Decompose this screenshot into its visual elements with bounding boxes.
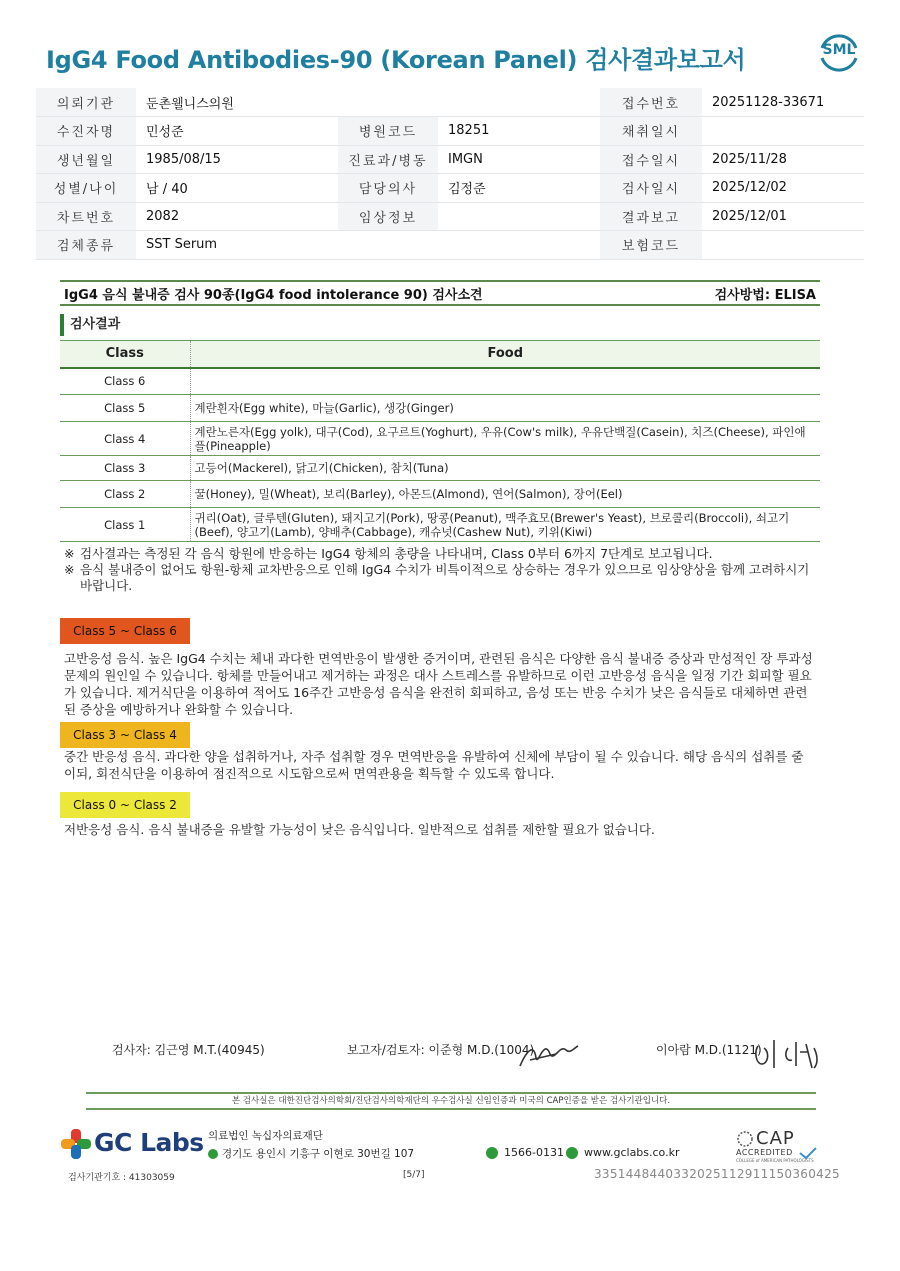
result-subheading: 검사결과 [60, 314, 820, 336]
food-cell [190, 368, 820, 395]
info-label: 임상정보 [338, 202, 438, 231]
result-heading-bar [60, 280, 820, 306]
info-label: 진료과/병동 [338, 145, 438, 174]
result-row [60, 395, 820, 422]
cap-accredited-logo [736, 1130, 816, 1170]
patient-info-table [36, 88, 864, 260]
info-label: 의뢰기관 [36, 88, 136, 117]
notes [64, 546, 824, 594]
home-icon [566, 1147, 578, 1159]
gc-labs-logo [60, 1126, 206, 1162]
info-value [438, 88, 600, 117]
info-value: IMGN [438, 145, 600, 174]
info-row [36, 202, 864, 231]
info-label: 성별/나이 [36, 174, 136, 203]
address-text: 경기도 용인시 기흥구 이현로 30번길 107 [222, 1148, 415, 1160]
phone-icon [486, 1147, 498, 1159]
info-value: 1985/08/15 [136, 145, 338, 174]
note-2-text: 음식 불내증이 없어도 항원-항체 교차반응으로 인해 IgG4 수치가 비특이적으로 상승하는 경우가 있으므로 임상양상을 함께 고려하시기 바랍니다. [80, 562, 810, 593]
phone [486, 1146, 564, 1159]
info-row [36, 145, 864, 174]
class-cell: Class 2 [60, 481, 190, 508]
note-mark: ※ [64, 546, 75, 561]
sml-logo-text: SML [822, 42, 856, 58]
info-row [36, 117, 864, 146]
info-label: 담당의사 [338, 174, 438, 203]
food-cell: 고등어(Mackerel), 닭고기(Chicken), 참치(Tuna) [190, 456, 820, 481]
result-row [60, 422, 820, 456]
tester-name: 검사자: 김근영 M.T.(40945) [112, 1043, 265, 1057]
class-cell: Class 1 [60, 508, 190, 542]
institution-code: 검사기관기호 : 41303059 [68, 1173, 175, 1183]
reporter-signature-icon [516, 1032, 582, 1072]
website-url: www.gclabs.co.kr [584, 1146, 680, 1159]
info-value [438, 231, 600, 260]
info-value: 민성준 [136, 117, 338, 146]
location-pin-icon [208, 1149, 218, 1159]
info-row [36, 174, 864, 203]
food-cell: 꿀(Honey), 밀(Wheat), 보리(Barley), 아몬드(Almond), 연어(Salmon), 장어(Eel) [190, 481, 820, 508]
info-label: 보험코드 [600, 231, 702, 260]
info-label [338, 231, 438, 260]
class-cell: Class 5 [60, 395, 190, 422]
info-value: 김정준 [438, 174, 600, 203]
certification-notice: 본 검사실은 대한진단검사의학회/진단검사의학재단의 우수검사실 신임인증과 미국의 CAP인증을 받은 검사기관입니다. [86, 1092, 816, 1110]
info-label: 차트번호 [36, 202, 136, 231]
gc-cross-icon [60, 1128, 92, 1160]
food-cell: 귀리(Oat), 글루텐(Gluten), 돼지고기(Pork), 땅콩(Peanut), 맥주효모(Brewer's Yeast), 브로콜리(Broccoli), 쇠고기(Beef), 양고기(Lamb), 양배추(Cabbage), 캐슈넛(Cashew Nut), 키위(Kiwi) [190, 508, 820, 542]
result-table [60, 340, 820, 542]
result-row [60, 481, 820, 508]
note-1 [64, 546, 824, 562]
info-value: 20251128-33671 [702, 88, 864, 117]
info-value: 18251 [438, 117, 600, 146]
page-number: [5/7] [403, 1170, 425, 1180]
info-label [338, 88, 438, 117]
info-value: 2025/12/02 [702, 174, 864, 203]
low-reactivity-description: 저반응성 음식. 음식 불내증을 유발할 가능성이 낮은 음식입니다. 일반적으로 섭취를 제한할 필요가 없습니다. [64, 822, 655, 837]
info-label: 채취일시 [600, 117, 702, 146]
info-label: 접수번호 [600, 88, 702, 117]
cap-text: CAP [756, 1128, 795, 1149]
info-value: 2025/11/28 [702, 145, 864, 174]
mid-reactivity-badge: Class 3 ~ Class 4 [60, 722, 190, 748]
test-method: 검사방법: ELISA [714, 287, 816, 303]
class-column-header: Class [60, 341, 190, 368]
food-column-header: Food [190, 341, 820, 368]
cap-accredited-text: ACCREDITED [736, 1148, 793, 1157]
info-label: 수진자명 [36, 117, 136, 146]
class-cell: Class 6 [60, 368, 190, 395]
info-label: 결과보고 [600, 202, 702, 231]
info-label: 접수일시 [600, 145, 702, 174]
food-cell: 계란노른자(Egg yolk), 대구(Cod), 요구르트(Yoghurt), 우유(Cow's milk), 우유단백질(Casein), 치즈(Cheese), 파인애플(Pineapple) [190, 422, 820, 456]
checkmark-icon [798, 1146, 818, 1160]
note-2 [64, 562, 824, 594]
info-value [702, 231, 864, 260]
info-label: 검체종류 [36, 231, 136, 260]
info-value: 남 / 40 [136, 174, 338, 203]
result-row [60, 508, 820, 542]
note-1-text: 검사결과는 측정된 각 음식 항원에 반응하는 IgG4 항체의 총량을 나타내며, Class 0부터 6까지 7단계로 보고됩니다. [80, 546, 713, 561]
barcode-number: 3351448440332025112911150360425 [594, 1167, 840, 1181]
info-value: SST Serum [136, 231, 338, 260]
low-reactivity-badge: Class 0 ~ Class 2 [60, 792, 190, 818]
info-value: 둔촌웰니스의원 [136, 88, 338, 117]
doctor-signature-icon [752, 1034, 824, 1074]
result-heading: IgG4 음식 불내증 검사 90종(IgG4 food intolerance 90) 검사소견 [64, 287, 483, 303]
info-label: 생년월일 [36, 145, 136, 174]
sml-logo [816, 30, 862, 76]
class-cell: Class 4 [60, 422, 190, 456]
result-row [60, 368, 820, 395]
info-row [36, 231, 864, 260]
high-reactivity-description: 고반응성 음식. 높은 IgG4 수치는 체내 과다한 면역반응이 발생한 증거이며, 관련된 음식은 다양한 음식 불내증 증상과 만성적인 장 투과성 문제의 원인일 수 있습니다. 항체를 만들어내고 제거하는 과정은 대사 스트레스를 유발하므로 이런 고반응성 음식을 일정 기간 회피할 필요가 있습니다. 제거식단을 이용하여 적어도 16주간 고반응성 음식을 완전히 회피하고, 음성 또는 반응 수치가 낮은 음식들로 대체하면 관련된 증상을 예방하거나 완화할 수 있습니다. [64, 651, 813, 717]
company-name: GC Labs [94, 1128, 204, 1157]
foundation-name: 의료법인 녹십자의료재단 [208, 1130, 323, 1142]
note-mark: ※ [64, 562, 75, 577]
info-value: 2082 [136, 202, 338, 231]
website [566, 1146, 680, 1159]
doctor-name: 이아람 M.D.(1121) [656, 1043, 762, 1057]
address [208, 1146, 414, 1161]
phone-number: 1566-0131 [504, 1146, 564, 1159]
high-reactivity-badge: Class 5 ~ Class 6 [60, 618, 190, 644]
report-title: IgG4 Food Antibodies-90 (Korean Panel) 검사결과보고서 [46, 46, 746, 74]
class-cell: Class 3 [60, 456, 190, 481]
info-row [36, 88, 864, 117]
info-label: 병원코드 [338, 117, 438, 146]
info-value [702, 117, 864, 146]
info-value [438, 202, 600, 231]
cap-college-text: COLLEGE of AMERICAN PATHOLOGISTS [736, 1158, 814, 1163]
cap-emblem-icon [736, 1130, 754, 1148]
food-cell: 계란흰자(Egg white), 마늘(Garlic), 생강(Ginger) [190, 395, 820, 422]
info-value: 2025/12/01 [702, 202, 864, 231]
info-label: 검사일시 [600, 174, 702, 203]
result-row [60, 456, 820, 481]
reporter-name: 보고자/검토자: 이준형 M.D.(1004) [347, 1043, 535, 1057]
mid-reactivity-description: 중간 반응성 음식. 과다한 양을 섭취하거나, 자주 섭취할 경우 면역반응을 유발하여 신체에 부담이 될 수 있습니다. 해당 음식의 섭취를 줄이되, 회전식단을 이용하여 점진적으로 시도함으로써 면역관용을 획득할 수 있도록 합니다. [64, 749, 804, 781]
